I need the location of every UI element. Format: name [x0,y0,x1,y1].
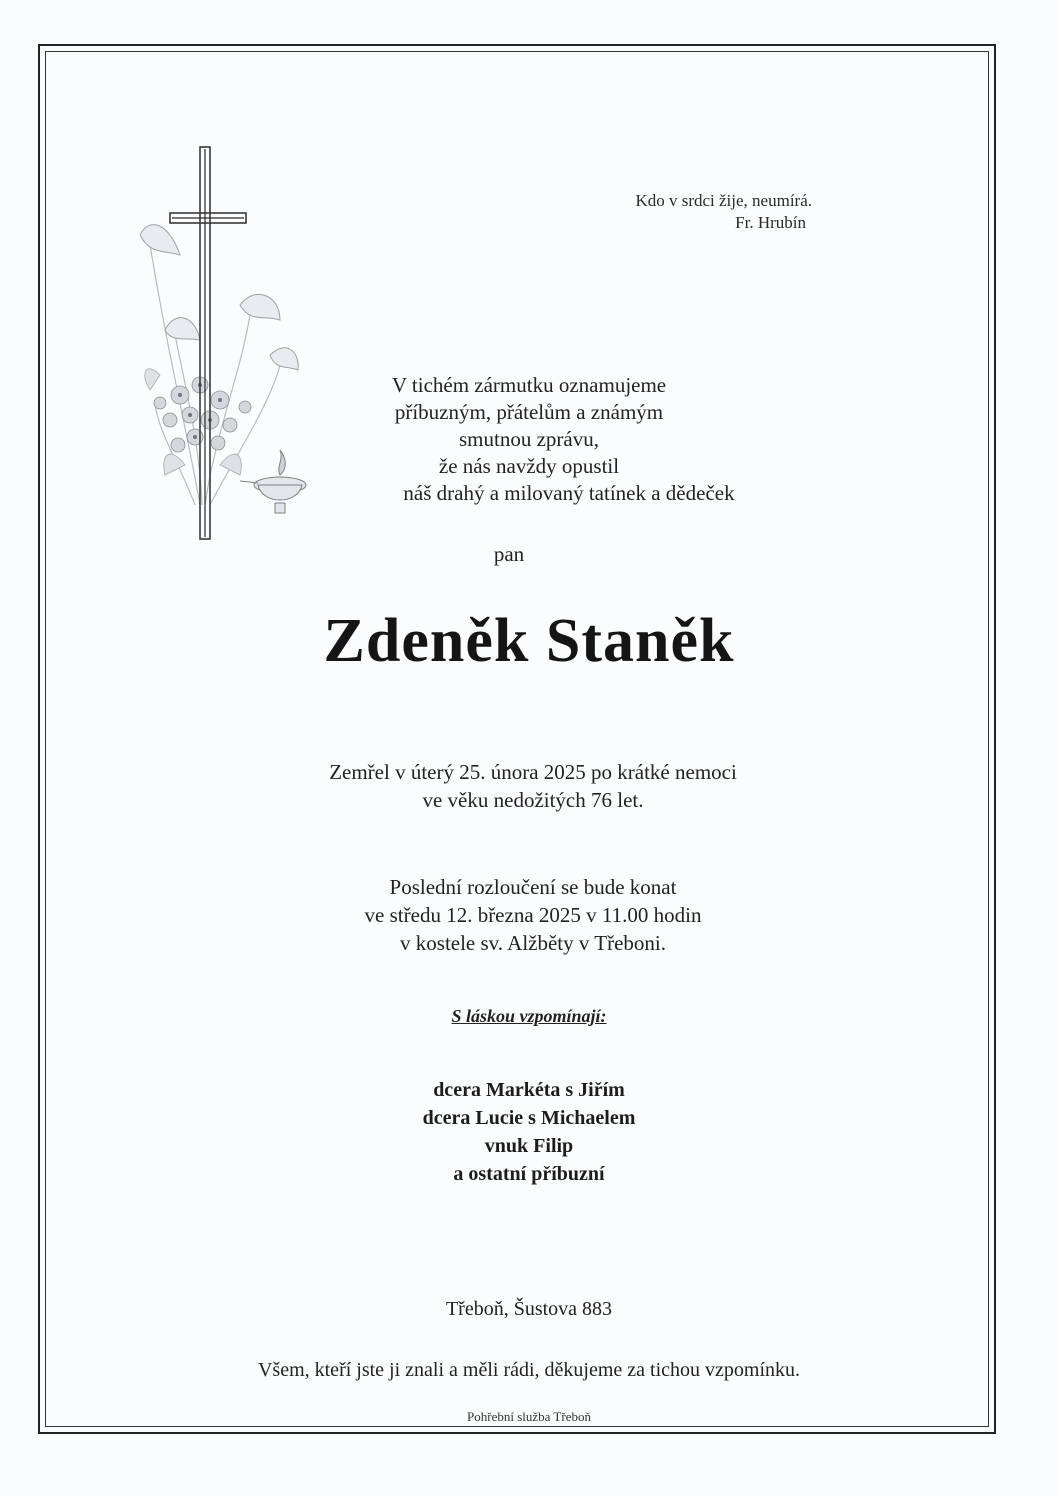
death-info-line: ve věku nedožitých 76 let. [422,788,644,812]
funeral-info-line: v kostele sv. Alžběty v Třeboni. [400,931,666,955]
motto-quote [635,190,812,234]
announcement-line: náš drahý a milovaný tatínek a dědeček [403,481,735,505]
announcement-line: příbuzným, přátelům a známým [394,400,664,424]
death-info [24,758,1042,814]
announcement-line: že nás navždy opustil [438,454,620,478]
mourner-item: vnuk Filip [484,1135,574,1157]
mourner-item: a ostatní příbuzní [453,1163,605,1185]
remembrance-heading: S láskou vzpomínají: [451,1006,607,1026]
announcement-line: smutnou zprávu, [459,427,599,451]
death-info-line: Zemřel v úterý 25. února 2025 po krátké nemoci [329,760,737,784]
mourners-list [20,1076,1038,1188]
funeral-info-line: ve středu 12. března 2025 v 11.00 hodin [364,903,702,927]
funeral-info [24,873,1042,957]
motto-text: Kdo v srdci žije, neumírá. [635,191,812,210]
deceased-name: Zdeněk Staněk [323,607,735,675]
announcement [20,372,1038,507]
motto-author: Fr. Hrubín [735,213,806,232]
funeral-service-name: Pohřební služba Třeboň [467,1409,591,1424]
address: Třeboň, Šustova 883 [445,1298,613,1320]
mourner-item: dcera Markéta s Jiřím [433,1079,625,1101]
thanks-note: Všem, kteří jste ji znali a měli rádi, děkujeme za tichou vzpomínku. [257,1359,801,1381]
announcement-line: V tichém zármutku oznamujeme [391,373,667,397]
funeral-info-line: Poslední rozloučení se bude konat [389,875,677,899]
title-word: pan [493,542,525,566]
mourner-item: dcera Lucie s Michaelem [422,1107,636,1129]
